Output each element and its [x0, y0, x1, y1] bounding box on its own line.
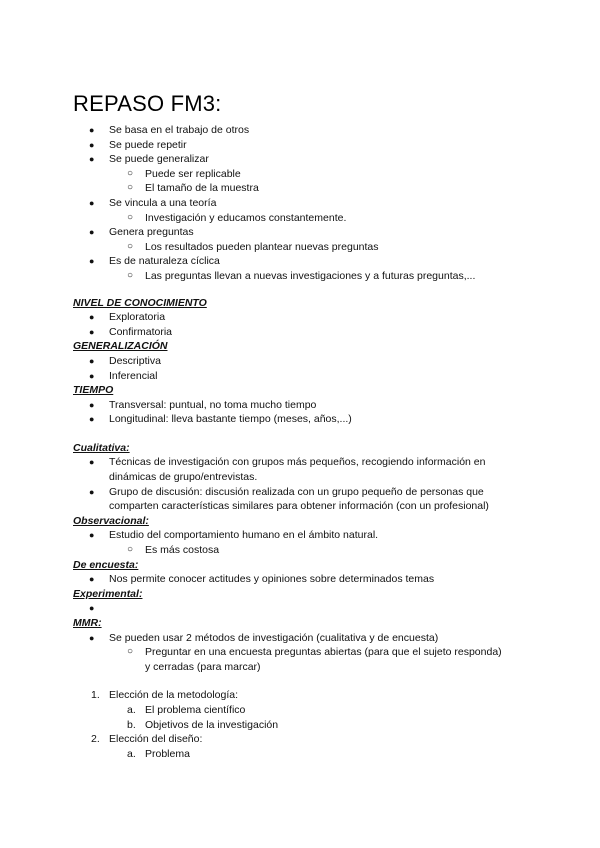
sub-list-item: ○ Las preguntas llevan a nuevas investigaciones y a futuras preguntas,...	[127, 269, 476, 282]
list-item: ● Estudio del comportamiento humano en el ámbito natural.	[89, 529, 379, 542]
circle-bullet-icon: ○	[127, 646, 134, 658]
circle-bullet-icon: ○	[127, 182, 134, 194]
sub-list-item: ○ El tamaño de la muestra	[127, 182, 259, 195]
intro-list	[73, 123, 533, 284]
bullet-icon: ●	[89, 139, 95, 150]
list-item-empty	[73, 601, 533, 616]
bullet-icon: ●	[89, 125, 95, 135]
document-content	[73, 123, 533, 761]
list-item: ● Grupo de discusión: discusión realizada con un grupo pequeño de personas que	[89, 485, 484, 498]
list-item-continuation: comparten características similares para obtener información (con un profesional)	[109, 500, 489, 513]
section-heading-tiempo: TIEMPO	[73, 384, 114, 397]
bullet-icon: ●	[89, 399, 95, 410]
sub-list-item-continuation: y cerradas (para marcar)	[145, 660, 261, 673]
bullet-icon: ●	[89, 197, 95, 208]
sub-list-item: ○ Investigación y educamos constantemente.	[127, 211, 347, 224]
bullet-icon: ●	[89, 227, 95, 238]
sub-list-item: ○ Los resultados pueden plantear nuevas preguntas	[127, 240, 379, 253]
list-item: ● Se vincula a una teoría	[89, 196, 217, 209]
numbered-item: 2. Elección del diseño:	[91, 733, 203, 746]
list-item: ● Inferencial	[89, 369, 158, 382]
circle-bullet-icon: ○	[127, 167, 134, 179]
list-item: ● Longitudinal: lleva bastante tiempo (meses, años,...)	[89, 413, 352, 426]
circle-bullet-icon: ○	[127, 544, 134, 556]
sub-list-item: ○ Puede ser replicable	[127, 167, 241, 180]
page-title: REPASO FM3:	[73, 91, 222, 116]
bullet-icon: ●	[89, 370, 95, 381]
list-item: ● Nos permite conocer actitudes y opiniones sobre determinados temas	[89, 573, 435, 586]
bullet-icon: ●	[89, 457, 95, 468]
lettered-item: b. Objetivos de la investigación	[127, 718, 279, 731]
lettered-item: a. Problema	[127, 747, 190, 760]
bullet-icon: ●	[89, 414, 95, 425]
sub-list-item: ○ Preguntar en una encuesta preguntas abiertas (para que el sujeto responda)	[127, 646, 502, 659]
list-item: ● Se basa en el trabajo de otros	[89, 124, 250, 136]
bullet-icon: ●	[89, 530, 95, 541]
bullet-icon: ●	[89, 256, 95, 267]
list-item: ● Genera preguntas	[89, 226, 194, 239]
bullet-icon: ●	[89, 632, 95, 643]
section-heading-observacional: Observacional:	[73, 514, 149, 527]
list-item: ● Se puede repetir	[89, 138, 187, 151]
bullet-icon: ●	[89, 312, 95, 323]
bullet-icon: ●	[89, 355, 95, 366]
bullet-icon: ●	[89, 486, 95, 497]
bullet-icon: ●	[89, 154, 95, 165]
list-item: ● Es de naturaleza cíclica	[89, 255, 220, 268]
circle-bullet-icon: ○	[127, 240, 134, 252]
section-heading-generalizacion: GENERALIZACIÓN	[73, 340, 168, 353]
numbered-list	[73, 688, 533, 761]
list-item: ● Técnicas de investigación con grupos más pequeños, recogiendo información en	[89, 456, 486, 469]
circle-bullet-icon: ○	[127, 269, 134, 281]
numbered-item: 1. Elección de la metodología:	[91, 689, 238, 702]
circle-bullet-icon: ○	[127, 211, 134, 223]
sub-list-item: ○ Es más costosa	[127, 544, 220, 557]
list-item: ● Transversal: puntual, no toma mucho tiempo	[89, 398, 317, 411]
bullet-icon: ●	[89, 574, 95, 585]
list-item-continuation: dinámicas de grupo/entrevistas.	[109, 471, 258, 484]
list-item: ● Se puede generalizar	[89, 153, 209, 166]
lettered-item: a. El problema científico	[127, 703, 246, 716]
list-item: ● Descriptiva	[89, 354, 161, 367]
list-item: ● Se pueden usar 2 métodos de investigación (cualitativa y de encuesta)	[89, 631, 439, 644]
section-heading-experimental: Experimental:	[73, 587, 143, 600]
bullet-icon: ●	[89, 603, 95, 614]
section-heading-nivel: NIVEL DE CONOCIMIENTO	[73, 296, 207, 309]
bullet-icon: ●	[89, 326, 95, 337]
list-item: ● Exploratoria	[89, 311, 166, 324]
section-heading-mmr: MMR:	[73, 617, 102, 629]
section-heading-encuesta: De encuesta:	[73, 558, 139, 571]
section-heading-cualitativa: Cualitativa:	[73, 441, 130, 454]
list-item: ● Confirmatoria	[89, 325, 173, 338]
